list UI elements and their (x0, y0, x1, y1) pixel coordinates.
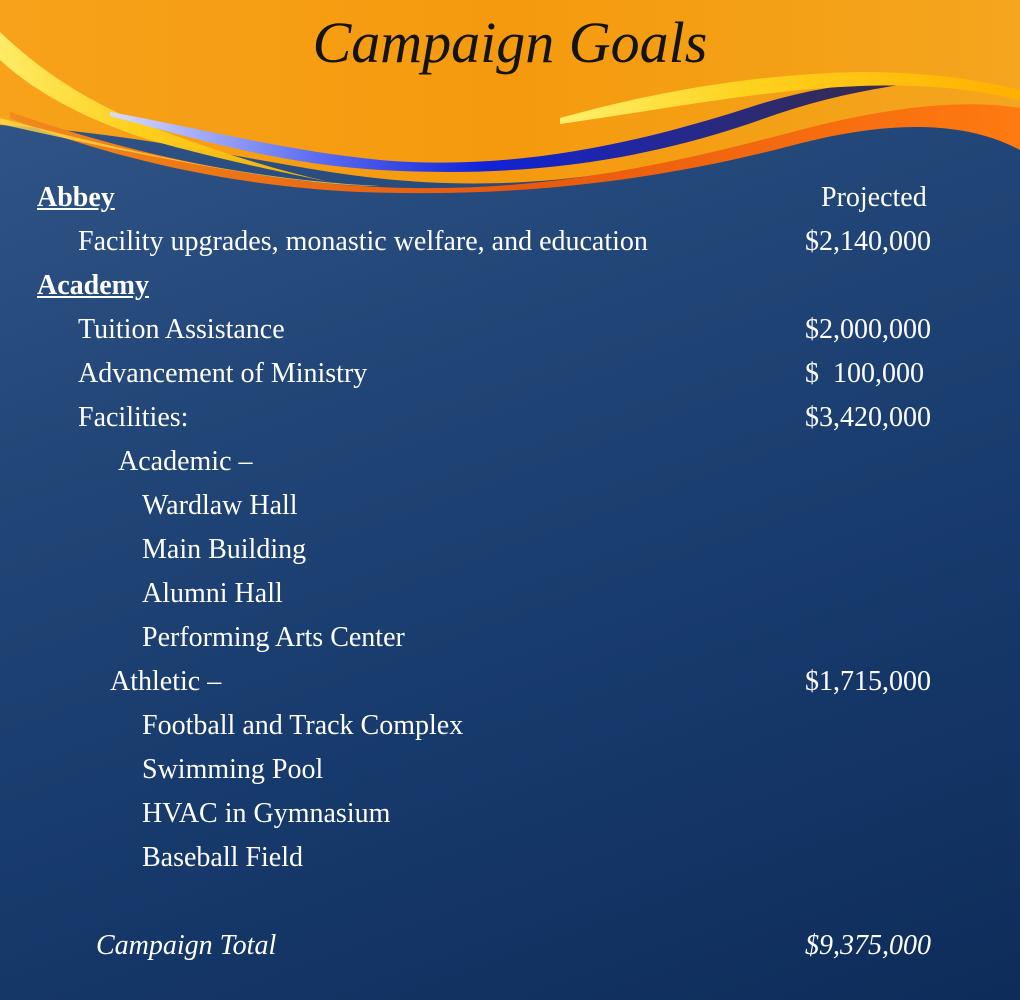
column-header-projected: Projected (821, 182, 927, 213)
list-item: Wardlaw Hall (142, 490, 298, 521)
list-item: Baseball Field (142, 842, 303, 873)
list-item: Alumni Hall (142, 578, 283, 609)
list-item: Football and Track Complex (142, 710, 464, 741)
section-heading-abbey: Abbey (37, 182, 115, 213)
athletic-label: Athletic – (110, 666, 222, 697)
list-item: Main Building (142, 534, 307, 565)
abbey-item-label: Facility upgrades, monastic welfare, and education (78, 226, 648, 257)
abbey-item-amount: $2,140,000 (805, 226, 931, 257)
page-title: Campaign Goals (312, 10, 708, 75)
list-item: HVAC in Gymnasium (142, 798, 391, 829)
ministry-label: Advancement of Ministry (78, 358, 368, 389)
tuition-amount: $2,000,000 (805, 314, 931, 345)
facilities-amount: $3,420,000 (805, 402, 931, 433)
list-item: Swimming Pool (142, 754, 324, 785)
ministry-amount: $ 100,000 (805, 358, 924, 389)
academic-label: Academic – (118, 446, 253, 477)
section-heading-academy: Academy (37, 270, 149, 301)
campaign-total-label: Campaign Total (96, 930, 277, 961)
campaign-total-amount: $9,375,000 (805, 930, 931, 961)
facilities-label: Facilities: (78, 402, 189, 433)
list-item: Performing Arts Center (142, 622, 405, 653)
tuition-label: Tuition Assistance (78, 314, 285, 345)
athletic-amount: $1,715,000 (805, 666, 931, 697)
